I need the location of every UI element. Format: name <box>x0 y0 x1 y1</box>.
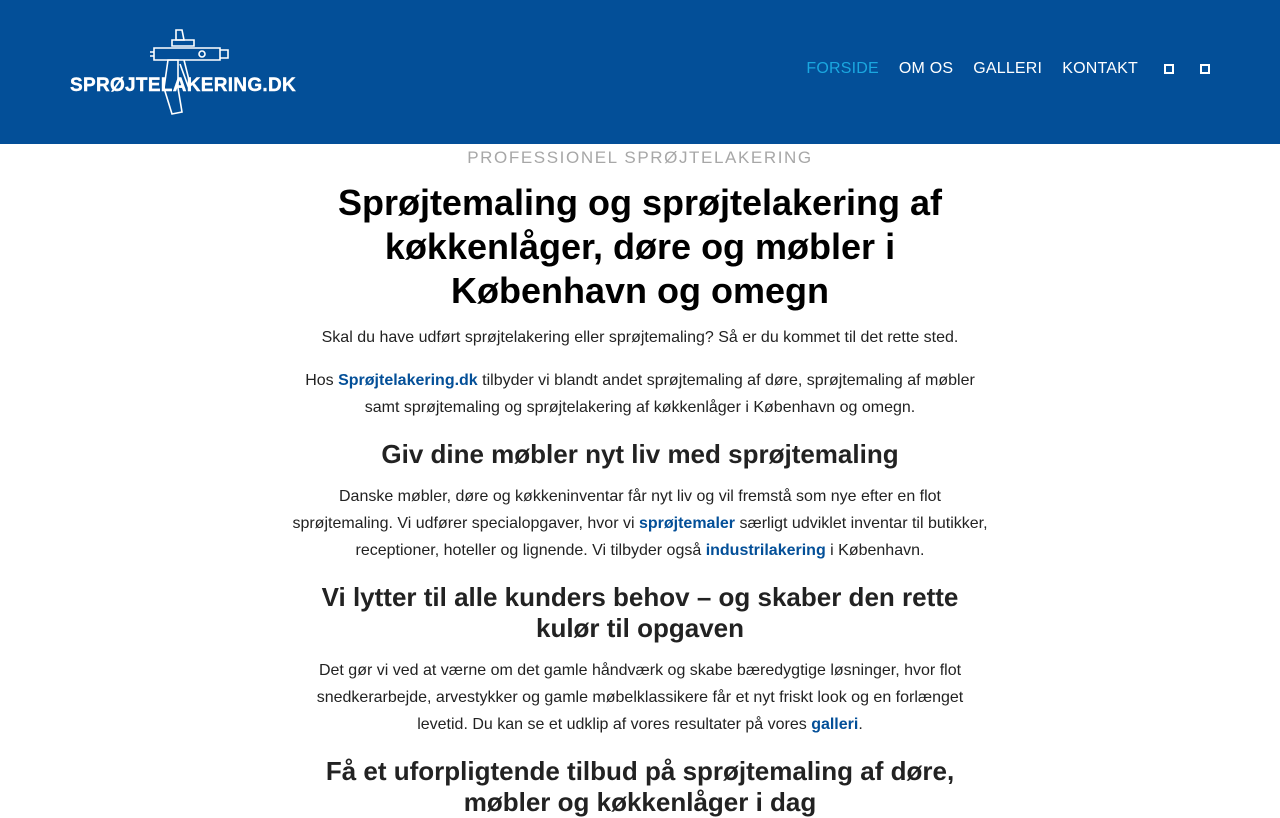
section-heading-offer: Få et uforpligtende tilbud på sprøjtemaling af døre, møbler og køkkenlåger i dag <box>325 756 955 817</box>
galleri-link[interactable]: galleri <box>811 716 859 733</box>
text-segment: særligt udviklet inventar til butikker, receptioner, hoteller og lignende. Vi tilbyder også <box>355 515 988 559</box>
section-heading-customers: Vi lytter til alle kunders behov – og skaber den rette kulør til opgaven <box>321 582 959 643</box>
nav-item-kontakt[interactable]: KONTAKT <box>1062 60 1138 77</box>
facebook-icon[interactable] <box>1164 64 1174 74</box>
text-segment: . <box>858 716 863 733</box>
nav-item-galleri[interactable]: GALLERI <box>973 60 1043 77</box>
nav-item-om-os[interactable]: OM OS <box>898 60 954 77</box>
site-link[interactable]: Sprøjtelakering.dk <box>338 372 478 389</box>
nav-item-forside[interactable]: FORSIDE <box>806 60 879 77</box>
site-logo[interactable] <box>70 28 297 116</box>
customers-paragraph <box>290 657 990 738</box>
text-segment: i København. <box>825 542 925 559</box>
industrilakering-link[interactable]: industrilakering <box>705 542 826 559</box>
text-segment: tilbyder vi blandt andet sprøjtemaling af døre, sprøjtemaling af møbler samt sprøjtemaling og sprøjtelakering af køkkenlåger i København og omegn. <box>364 372 975 416</box>
section-heading-furniture: Giv dine møbler nyt liv med sprøjtemaling <box>381 439 899 469</box>
spray-gun-icon <box>150 28 230 116</box>
intro-paragraph: Skal du have udført sprøjtelakering eller sprøjtemaling? Så er du kommet til det rette sted. <box>321 329 959 346</box>
main-nav <box>806 60 1210 78</box>
text-segment: Det gør vi ved at værne om det gamle håndværk og skabe bæredygtige løsninger, hvor flot snedkerarbejde, arvestykker og gamle møbelklassikere får et nyt friskt look og en forlænget levetid. Du kan se et udklip af vores resultater på vores <box>316 662 964 733</box>
spraytemaler-link[interactable]: sprøjtemaler <box>638 515 736 532</box>
logo-text: SPRØJTELAKERING.DK <box>70 75 297 96</box>
page-title: Sprøjtemaling og sprøjtelakering af køkkenlåger, døre og møbler i København og omegn <box>337 182 943 311</box>
main-content <box>290 148 990 818</box>
site-header <box>0 0 1280 144</box>
instagram-icon[interactable] <box>1200 64 1210 74</box>
eyebrow-text: PROFESSIONEL SPRØJTELAKERING <box>467 148 813 167</box>
text-segment: Danske møbler, døre og køkkeninventar får nyt liv og vil fremstå som nye efter en flot sprøjtemaling. Vi udfører specialopgaver, hvor vi <box>292 488 941 532</box>
text-segment: Hos <box>305 372 339 389</box>
furniture-paragraph <box>290 483 990 564</box>
services-paragraph <box>290 367 990 421</box>
